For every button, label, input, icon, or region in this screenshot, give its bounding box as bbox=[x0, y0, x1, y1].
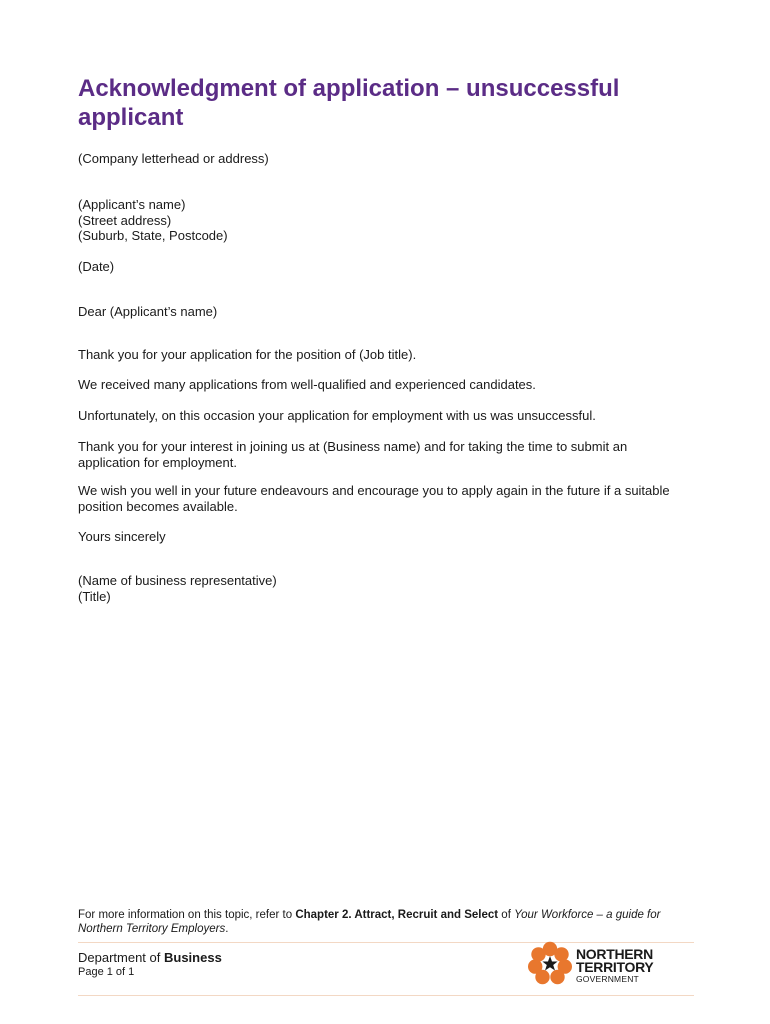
representative-name: (Name of business representative) bbox=[78, 573, 277, 588]
logo-line-northern: NORTHERN bbox=[576, 946, 653, 962]
applicant-name: (Applicant’s name) bbox=[78, 197, 186, 212]
footer-note-prefix: For more information on this topic, refer to bbox=[78, 909, 296, 921]
paragraph-2: We received many applications from well-qualified and experienced candidates. bbox=[78, 377, 536, 392]
footer-bottom-divider bbox=[78, 995, 694, 996]
representative-title: (Title) bbox=[78, 588, 111, 604]
footer-note-chapter: Chapter 2. Attract, Recruit and Select bbox=[295, 909, 499, 921]
paragraph-1: Thank you for your application for the position of (Job title). bbox=[78, 347, 417, 362]
department-prefix: Department of bbox=[78, 950, 164, 965]
paragraph-3: Unfortunately, on this occasion your application for employment with us was unsuccessful. bbox=[78, 408, 596, 423]
letter-date: (Date) bbox=[78, 259, 115, 274]
document-title: Acknowledgment of application – unsuccessful applicant bbox=[78, 75, 620, 131]
footer-note-suffix: . bbox=[225, 923, 229, 935]
letterhead-placeholder: (Company letterhead or address) bbox=[78, 151, 269, 166]
paragraph-5: We wish you well in your future endeavours and encourage you to apply again in the future if a suitable position becomes available. bbox=[78, 483, 670, 514]
footer-note-middle: of bbox=[498, 909, 515, 921]
page-number: Page 1 of 1 bbox=[78, 966, 135, 978]
document-page bbox=[78, 0, 694, 1024]
department-name: Business bbox=[164, 950, 222, 965]
footer-note-publication: Your Workforce – a guide for Northern Territory Employers bbox=[78, 909, 661, 935]
logo-line-government: GOVERNMENT bbox=[576, 974, 639, 984]
department-label bbox=[78, 950, 222, 966]
logo-wordmark bbox=[576, 948, 653, 984]
paragraph-4: Thank you for your interest in joining us at (Business name) and for taking the time to submit an application for employment. bbox=[78, 439, 628, 470]
suburb-state-postcode: (Suburb, State, Postcode) bbox=[78, 228, 228, 243]
salutation: Dear (Applicant’s name) bbox=[78, 304, 218, 319]
footer-note bbox=[78, 908, 688, 936]
desert-rose-icon bbox=[526, 940, 574, 988]
nt-government-logo bbox=[526, 940, 666, 992]
closing: Yours sincerely bbox=[78, 529, 166, 544]
logo-line-territory: TERRITORY bbox=[576, 959, 654, 975]
street-address: (Street address) bbox=[78, 212, 172, 228]
